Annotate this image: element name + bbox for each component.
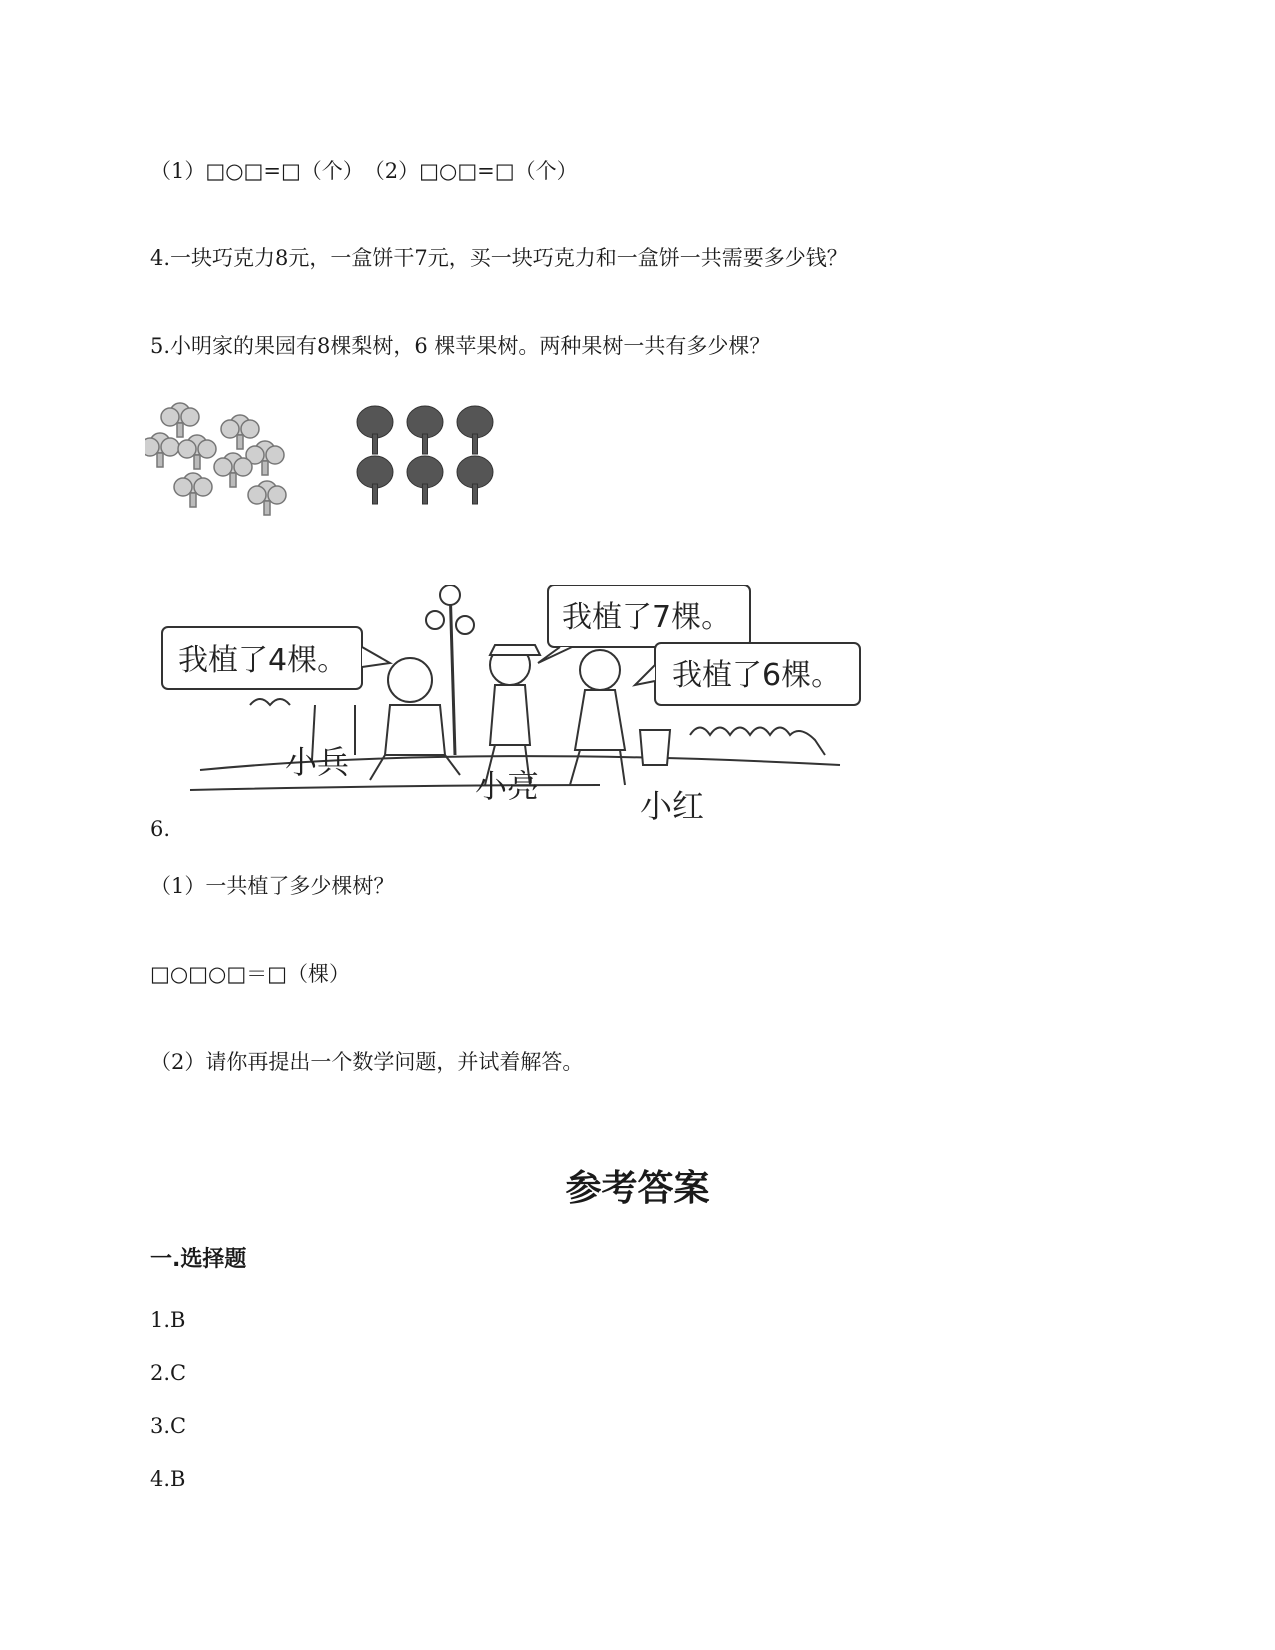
apple-tree	[407, 406, 443, 454]
apple-tree	[407, 456, 443, 504]
question-6-formula: □○□○□＝□（棵）	[150, 962, 351, 986]
apple-tree	[357, 406, 393, 454]
name-label: 小兵	[285, 743, 350, 781]
bubble-text: 我植了6棵。	[672, 658, 842, 693]
question-6-number: 6.	[150, 817, 171, 841]
pear-tree	[221, 415, 259, 449]
section-heading: 一.选择题	[150, 1247, 247, 1272]
question-6-part-2: （2）请你再提出一个数学问题，并试着解答。	[150, 1050, 584, 1074]
pear-tree	[214, 453, 252, 487]
answer-item: 4.B	[150, 1467, 186, 1491]
pear-tree	[161, 403, 199, 437]
tree-planting-illustration	[160, 585, 900, 850]
pear-trees-group	[145, 403, 286, 515]
pear-tree	[178, 435, 216, 469]
name-label: 小亮	[475, 767, 540, 805]
answer-item: 2.C	[150, 1361, 187, 1385]
question-4: 4.一块巧克力8元，一盒饼干7元，买一块巧克力和一盒饼一共需要多少钱？	[150, 246, 848, 270]
apple-tree	[357, 456, 393, 504]
bubble-text: 我植了7棵。	[562, 600, 732, 635]
pear-tree	[248, 481, 286, 515]
question-5: 5.小明家的果园有8棵梨树，6 棵苹果树。两种果树一共有多少棵？	[150, 334, 771, 358]
answer-item: 3.C	[150, 1414, 187, 1438]
pear-tree	[174, 473, 212, 507]
apple-trees-group	[357, 406, 493, 504]
answer-item: 1.B	[150, 1308, 186, 1332]
name-label: 小红	[640, 787, 705, 825]
apple-tree	[457, 456, 493, 504]
bubble-text: 我植了4棵。	[178, 643, 348, 678]
answer-title: 参考答案	[565, 1168, 710, 1209]
trees-image	[145, 395, 525, 530]
q3-parts: （1）□○□=□（个） （2）□○□=□（个）	[150, 159, 578, 183]
apple-tree	[457, 406, 493, 454]
pear-tree	[145, 433, 179, 467]
question-6-part-1: （1）一共植了多少棵树？	[150, 874, 395, 898]
